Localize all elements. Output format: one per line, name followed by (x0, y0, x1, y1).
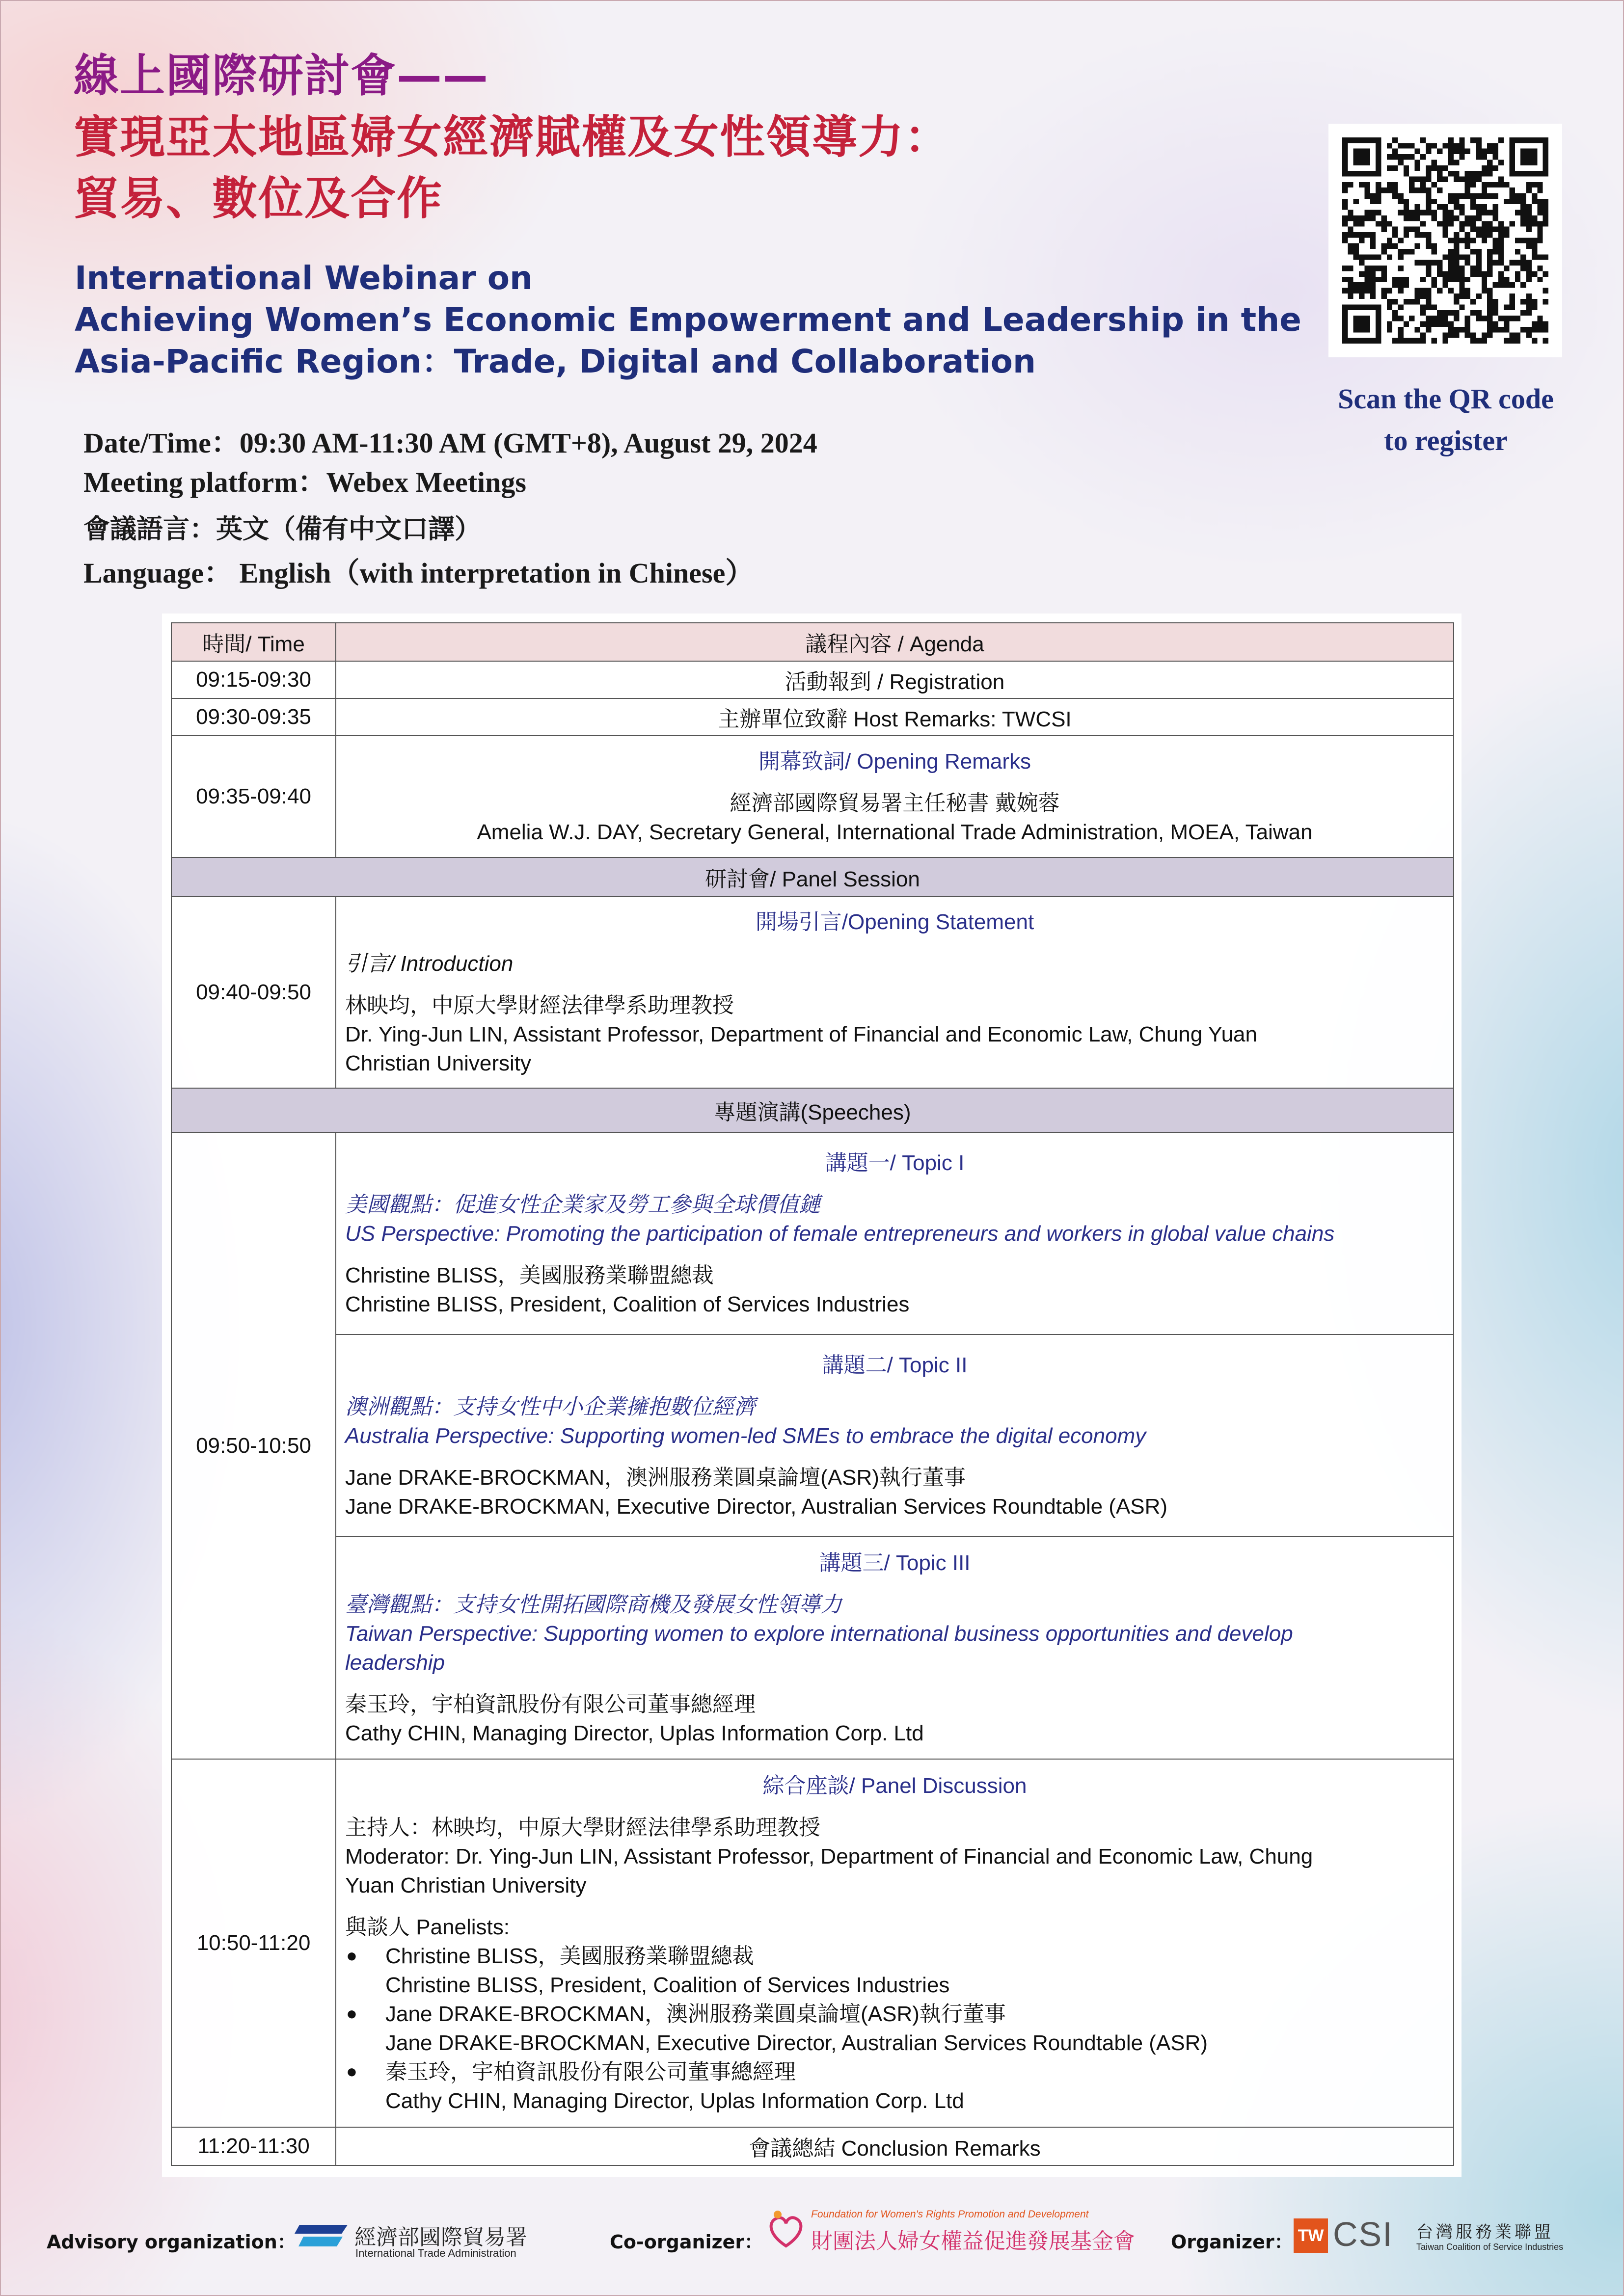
panelist-zh: ● Jane DRAKE-BROCKMAN，澳洲服務業圓桌論壇(ASR)執行董事 (385, 2002, 1006, 2026)
registration-qr-code[interactable] (1328, 124, 1562, 357)
agenda-row-opening-statement (171, 897, 1454, 1088)
tw-csi-logo-icon: TW (1294, 2218, 1328, 2253)
agenda-header-row (171, 623, 1454, 661)
session-heading: 綜合座談/ Panel Discussion (762, 1773, 1027, 1798)
panelists-label: 與談人 Panelists: (345, 1915, 510, 1939)
qr-code-icon (1342, 137, 1548, 344)
speaker-zh: 秦玉玲，宇柏資訊股份有限公司董事總經理 (345, 1692, 756, 1716)
organizer-label: Organizer： (1171, 2231, 1293, 2253)
row-time: 09:30-09:35 (171, 698, 336, 736)
panelist-zh: ● Christine BLISS，美國服務業聯盟總裁 (385, 1944, 754, 1968)
moderator-en-cont: Yuan Christian University (345, 1873, 587, 1897)
moderator-en: Moderator: Dr. Ying-Jun LIN, Assistant Professor, Department of Financial and Economic Law, Chung (345, 1844, 1313, 1869)
panelist-en: Cathy CHIN, Managing Director, Uplas Information Corp. Ltd (385, 2088, 964, 2113)
speaker-zh: Christine BLISS，美國服務業聯盟總裁 (345, 1263, 714, 1287)
speaker-zh: 經濟部國際貿易署主任秘書 戴婉蓉 (730, 791, 1060, 815)
agenda-table (171, 622, 1454, 2166)
row-time: 09:50-10:50 (171, 1132, 336, 1759)
title-en-line-1: International Webinar on (75, 259, 533, 297)
panelist-zh: ● 秦玉玲，宇柏資訊股份有限公司董事總經理 (385, 2059, 796, 2084)
topic-heading: 講題二/ Topic II (822, 1353, 968, 1377)
title-en-line-2: Achieving Women’s Economic Empowerment and Leadership in the (75, 301, 1301, 339)
header-agenda: 議程內容 / Agenda (336, 623, 1454, 661)
row-time: 09:40-09:50 (171, 897, 336, 1088)
speaker-en: Dr. Ying-Jun LIN, Assistant Professor, Department of Financial and Economic Law, Chung Yuan (345, 1022, 1257, 1046)
intro-label: 引言/ Introduction (345, 951, 514, 976)
topic-title-zh: 美國觀點：促進女性企業家及勞工參與全球價值鏈 (345, 1192, 820, 1217)
agenda-row-topic-1 (171, 1132, 1454, 1335)
topic-title-en: Australia Perspective: Supporting women-led SMEs to embrace the digital economy (345, 1423, 1146, 1448)
speaker-en-cont: Christian University (345, 1051, 531, 1075)
row-time: 09:15-09:30 (171, 661, 336, 698)
row-text: 會議總結 Conclusion Remarks (336, 2127, 1454, 2165)
event-datetime: Date/Time：09:30 AM-11:30 AM (GMT+8), August 29, 2024 (83, 427, 817, 459)
topic-title-zh: 澳洲觀點：支持女性中小企業擁抱數位經濟 (345, 1394, 756, 1419)
agenda-panel (162, 614, 1462, 2177)
panelist-2 (345, 2000, 1444, 2057)
row-time: 09:35-09:40 (171, 736, 336, 857)
agenda-row-conclusion (171, 2127, 1454, 2165)
speaker-en: Cathy CHIN, Managing Director, Uplas Information Corp. Ltd (345, 1721, 924, 1745)
title-zh-line-2: 實現亞太地區婦女經濟賦權及女性領導力： (74, 111, 951, 163)
agenda-row-panel-discussion (171, 1759, 1454, 2127)
panelist-en: Christine BLISS, President, Coalition of Services Industries (385, 1973, 950, 1997)
section-title: 研討會/ Panel Session (171, 857, 1454, 897)
coorganizer-name-zh: 財團法人婦女權益促進發展基金會 (811, 2229, 1135, 2254)
organizer-name-en: Taiwan Coalition of Service Industries (1416, 2242, 1564, 2252)
organizer-name-zh: 台灣服務業聯盟 (1416, 2222, 1554, 2242)
advisory-name-zh: 經濟部國際貿易署 (354, 2225, 527, 2250)
row-content (336, 1759, 1454, 2127)
topic-title-zh: 臺灣觀點：支持女性開拓國際商機及發展女性領導力 (345, 1592, 842, 1617)
header-time: 時間/ Time (171, 623, 336, 661)
meeting-platform: Meeting platform：Webex Meetings (83, 466, 527, 498)
speaker-en: Christine BLISS, President, Coalition of Services Industries (345, 1292, 910, 1316)
topic-title-en-cont: leadership (345, 1650, 445, 1675)
speaker-en: Amelia W.J. DAY, Secretary General, International Trade Administration, MOEA, Taiwan (477, 820, 1313, 844)
qr-caption-line-2: to register (1384, 425, 1508, 456)
title-zh-line-3: 貿易、數位及合作 (74, 172, 443, 225)
session-heading: 開幕致詞/ Opening Remarks (758, 749, 1031, 774)
speaker-en: Jane DRAKE-BROCKMAN, Executive Director, Australian Services Roundtable (ASR) (345, 1494, 1168, 1519)
language-zh: 會議語言：英文（備有中文口譯） (83, 513, 481, 544)
row-text: 主辦單位致辭 Host Remarks: TWCSI (336, 698, 1454, 736)
agenda-row-registration (171, 661, 1454, 698)
agenda-row-topic-3 (171, 1537, 1454, 1759)
foundation-logo-icon (764, 2208, 808, 2252)
qr-caption-line-1: Scan the QR code (1338, 383, 1554, 415)
topic-title-en: US Perspective: Promoting the participation of female entrepreneurs and workers in global value chains (345, 1221, 1335, 1246)
session-heading: 開場引言/Opening Statement (755, 909, 1034, 934)
topic-heading: 講題三/ Topic III (819, 1550, 971, 1575)
row-content (336, 897, 1454, 1088)
speaker-zh: Jane DRAKE-BROCKMAN，澳洲服務業圓桌論壇(ASR)執行董事 (345, 1465, 966, 1490)
panelist-en: Jane DRAKE-BROCKMAN, Executive Director, Australian Services Roundtable (ASR) (385, 2030, 1208, 2055)
speaker-zh: 林映均，中原大學財經法律學系助理教授 (345, 993, 734, 1017)
agenda-row-host-remarks (171, 698, 1454, 736)
organizer-csi: CSI (1333, 2215, 1393, 2253)
coorganizer-label: Co-organizer： (610, 2231, 763, 2253)
agenda-row-opening-remarks (171, 736, 1454, 857)
section-row-speeches (171, 1088, 1454, 1132)
topic-title-en: Taiwan Perspective: Supporting women to explore international business opportunities and develop (345, 1621, 1293, 1646)
row-content (336, 736, 1454, 857)
section-row-panel (171, 857, 1454, 897)
topic-2-content (336, 1335, 1454, 1537)
panelist-3 (345, 2057, 1444, 2115)
language-en: Language： English（with interpretation in Chinese） (83, 557, 754, 589)
ita-logo-icon (295, 2221, 349, 2250)
panelist-1 (345, 1942, 1444, 2000)
topic-heading: 講題一/ Topic I (825, 1150, 965, 1175)
moderator-zh: 主持人：林映均，中原大學財經法律學系助理教授 (345, 1815, 820, 1840)
row-time: 11:20-11:30 (171, 2127, 336, 2165)
section-title: 專題演講(Speeches) (171, 1088, 1454, 1132)
qr-caption (1306, 378, 1586, 461)
coorganizer-name-en: Foundation for Women's Rights Promotion and Development (811, 2209, 1089, 2220)
title-en-line-3: Asia-Pacific Region：Trade, Digital and Collaboration (75, 343, 1036, 380)
agenda-row-topic-2 (171, 1335, 1454, 1537)
topic-1-content (336, 1132, 1454, 1335)
advisory-label: Advisory organization： (47, 2231, 296, 2253)
row-time: 10:50-11:20 (171, 1759, 336, 2127)
row-text: 活動報到 / Registration (336, 661, 1454, 698)
topic-3-content (336, 1537, 1454, 1759)
advisory-name-en: International Trade Administration (355, 2247, 516, 2259)
title-zh-line-1: 線上國際研討會—— (74, 50, 489, 102)
